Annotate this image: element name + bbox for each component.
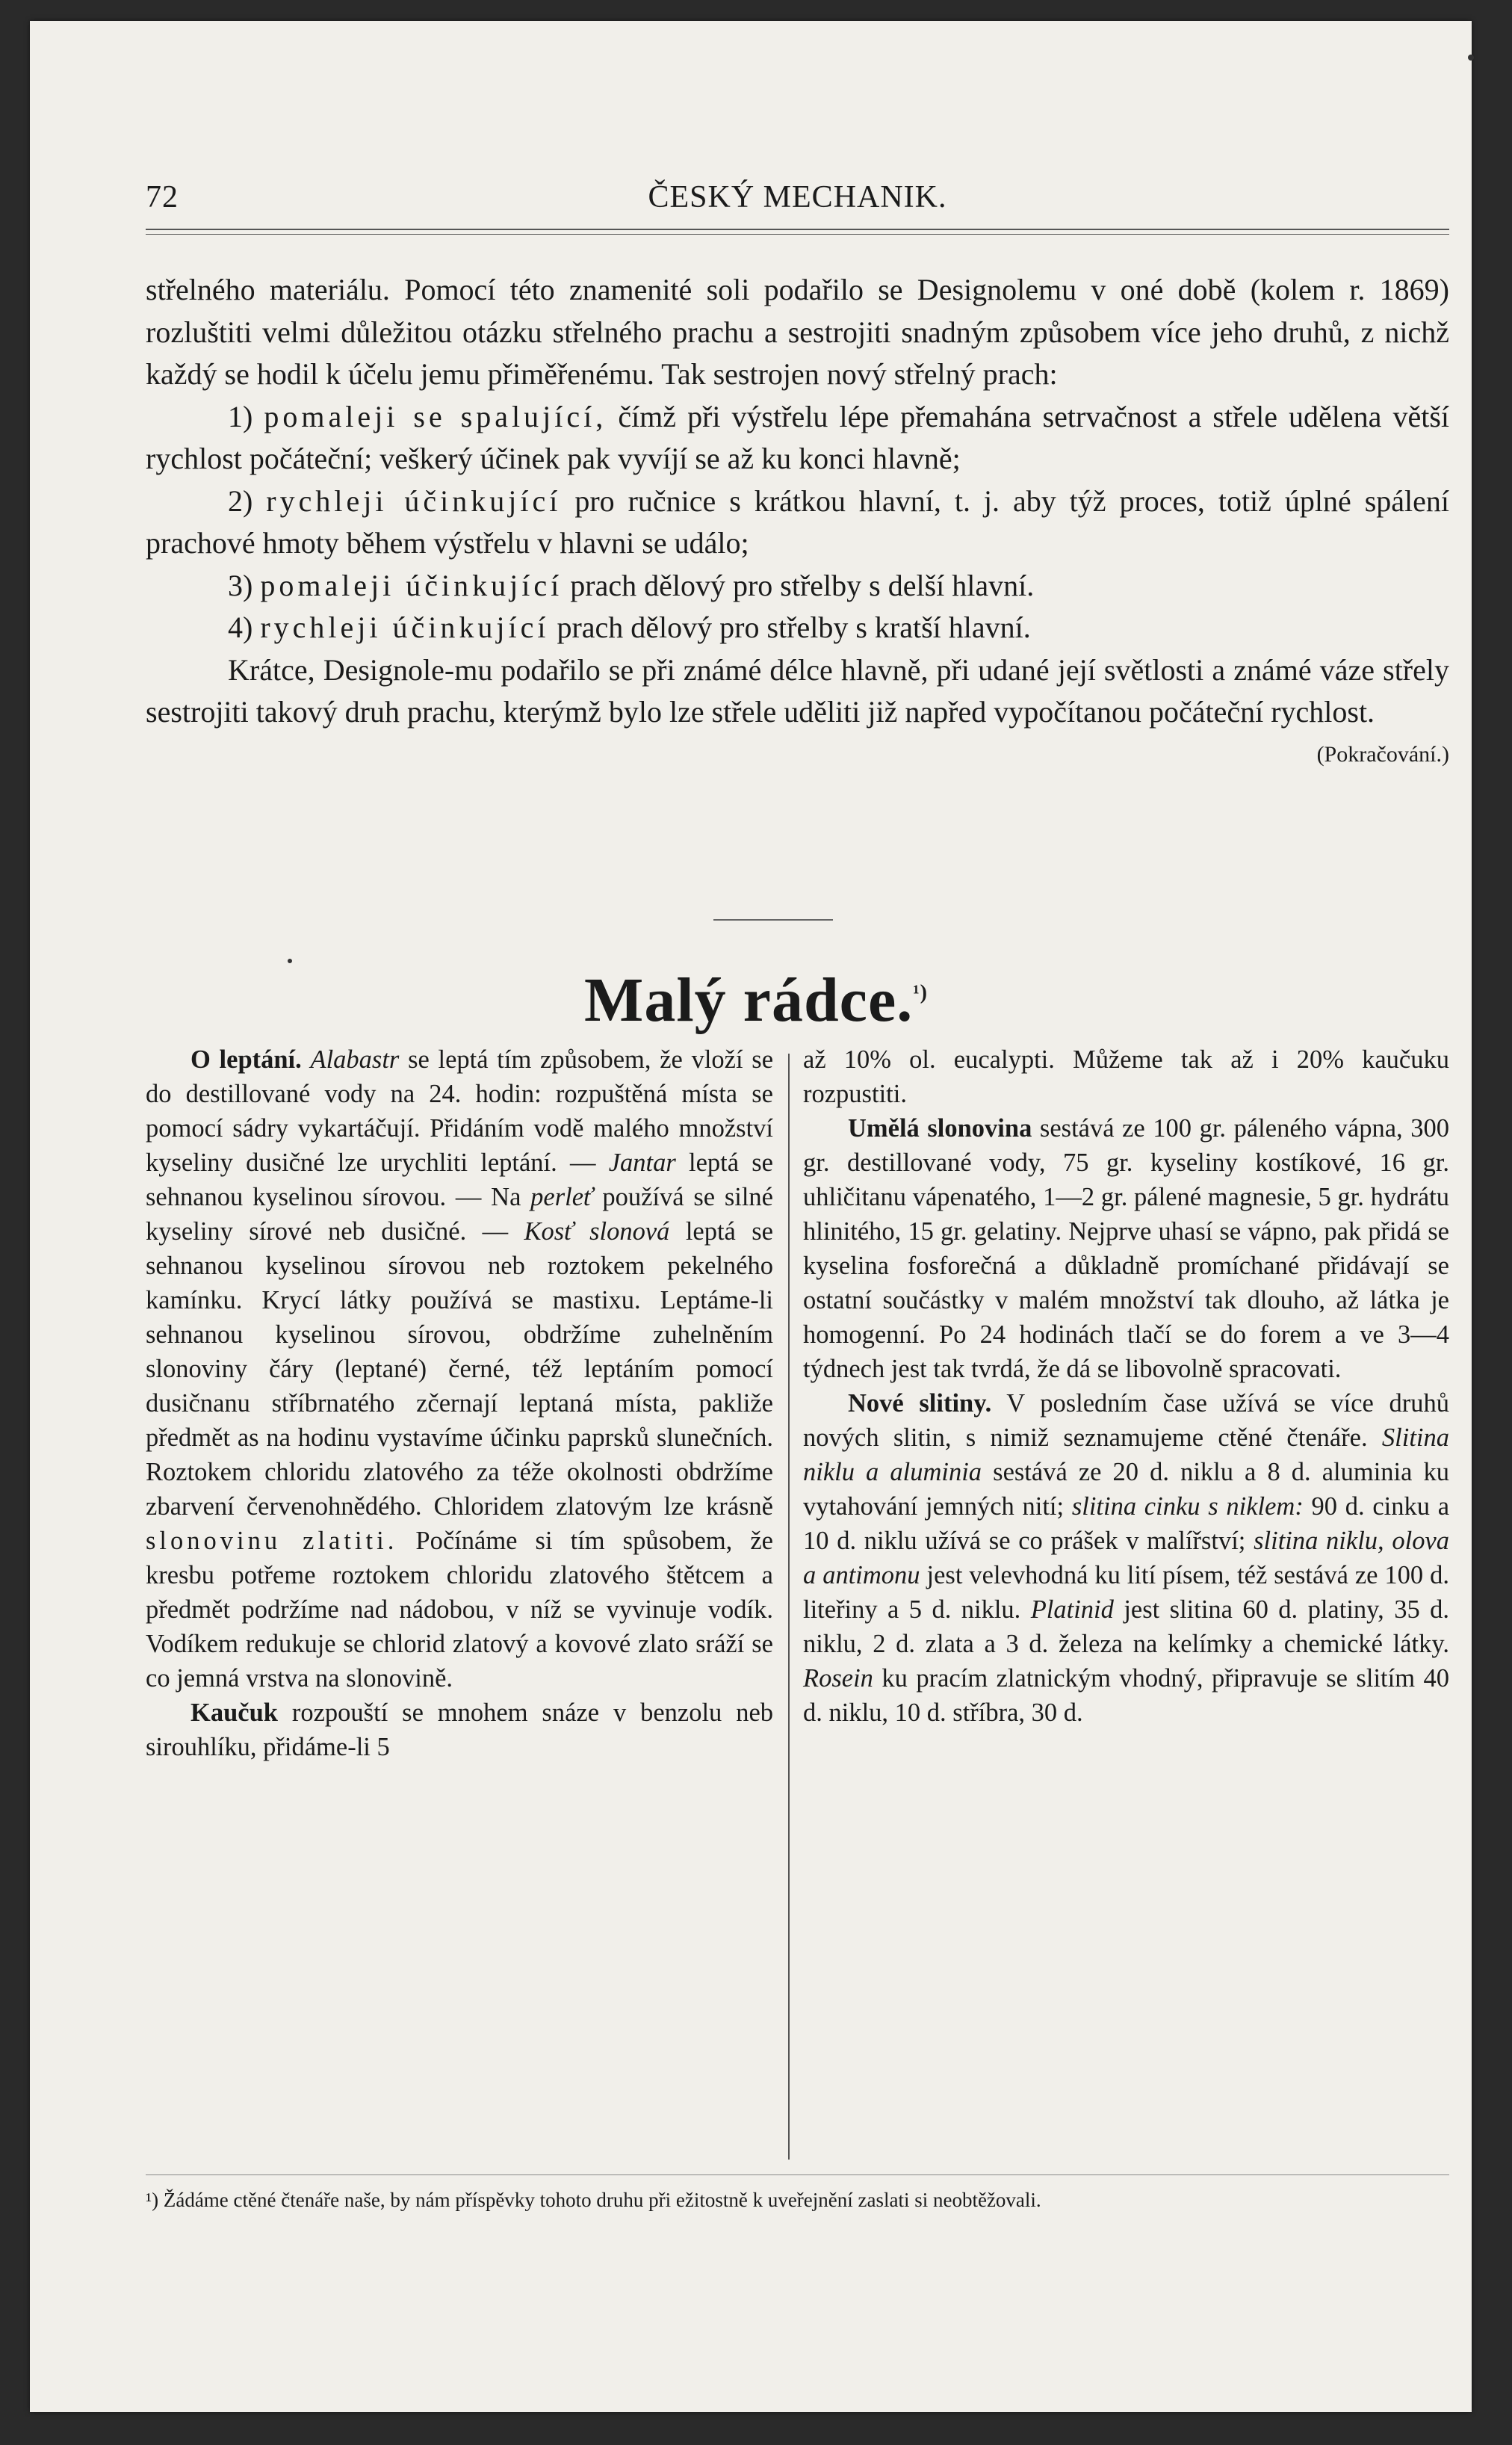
paragraph: Nové slitiny. V posledním čase užívá se více druhů nových slitin, s nimiž seznamujeme ctěné čtenáře. Slitina niklu a aluminia sestává ze 20 d. niklu a 8 d. aluminia ku vytahování jemných nití; slitina cinku s niklem: 90 d. cinku a 10 d. niklu užívá se co prášek v malířství; slitina niklu, olova a antimonu jest velevhodná ku lití písem, též sestává ze 100 d. liteřiny a 5 d. niklu. Platinid jest slitina 60 d. platiny, 35 d. niklu, 2 d. zlata a 3 d. železa na kelímky a chemické látky. Rosein ku pracím zlatnickým vhodný, připravuje se slitím 40 d. niklu, 10 d. stříbra, 30 d.	[803, 1389, 1450, 1727]
header-rule-thin	[146, 234, 1449, 235]
article-continuation	[146, 269, 1449, 776]
column-rule	[788, 1054, 790, 2160]
footnote-rule	[146, 2174, 1449, 2175]
right-column	[803, 1042, 1449, 1730]
speck	[1468, 55, 1474, 61]
header-rule	[146, 229, 1449, 230]
footnote-mark: ¹)	[146, 2189, 159, 2211]
paragraph: Umělá slonovina sestává ze 100 gr. páleného vápna, 300 gr. destillované vody, 75 gr. kyseliny kostíkové, 16 gr. uhličitanu vápenatého, 1—2 gr. pálené magnesie, 5 gr. hydrátu hlinitého, 15 gr. gelatiny. Nejprve uhasí se vápno, pak přidá se kyselina fosforečná a důkladně promíchané přidávají se ostatní součástky v malém množství tak dlouho, až látka je homogenní. Po 24 hodinách tlačí se do forem a ve 3—4 týdnech jest tak tvrdá, že dá se libovolně spracovati.	[803, 1114, 1449, 1383]
paragraph: střelného materiálu. Pomocí této znamenité soli podařilo se Designolemu v oné době (kolem r. 1869) rozluštiti velmi důležitou otázku střelného prachu a sestrojiti snadným způsobem více jeho druhů, z nichž každý se hodil k účelu jemu přiměřenému. Tak sestrojen nový střelný prach:	[146, 273, 1449, 391]
footnote	[146, 2186, 1449, 2214]
paragraph: až 10% ol. eucalypti. Můžeme tak až i 20% kaučuku rozpustiti.	[803, 1045, 1449, 1108]
speck	[288, 959, 292, 963]
footnote-mark: ¹)	[913, 981, 928, 1004]
list-item: 1) pomaleji se spalující, čímž při výstřelu lépe přemahána setrvačnost a střele udělena větší rychlost počáteční; veškerý účinek pak vyvíjí se až ku konci hlavně;	[146, 399, 1450, 475]
footnote-text: Žádáme ctěné čtenáře naše, by nám příspěvky tohoto druhu při ežitostně k uveřejnění zaslati si neobtěžovali.	[163, 2189, 1041, 2211]
paragraph: Kaučuk rozpouští se mnohem snáze v benzolu neb sirouhlíku, přidáme-li 5	[146, 1698, 774, 1761]
list-item: 2) rychleji účinkující pro ručnice s krátkou hlavní, t. j. aby týž proces, totiž úplné spálení prachové hmoty během výstřelu v hlavni se událo;	[146, 483, 1449, 560]
left-column	[146, 1042, 773, 1764]
continued-note: (Pokračování.)	[1316, 741, 1449, 767]
paragraph: O leptání. Alabastr se leptá tím způsobem, že vloží se do destillované vody na 24. hodin: rozpuštěná místa se pomocí sádry vykartáčují. Přidáním vodě malého množství kyseliny dusičné lze urychliti leptání. — Jantar leptá se sehnanou kyselinou sírovou. — Na perleť používá se silné kyseliny sírové neb dusičné. — Kosť slonová leptá se sehnanou kyselinou sírovou neb roztokem pekelného kamínku. Krycí látky používá se mastixu. Leptáme-li sehnanou kyselinou sírovou, obdržíme zuhelněním slonoviny čáry (leptané) černé, též leptáním pomocí dusičnanu stříbrnatého zčernají leptaná místa, pakliže předmět as na hodinu vystavíme účinku paprsků slunečních. Roztokem chloridu zlatového za téže okolnosti obdržíme zbarvení červenohnědého. Chloridem zlatovým lze krásně slonovinu zlatiti. Počínáme si tím spůsobem, že kresbu potřeme roztokem chloridu zlatového štětcem a předmět podržíme nad nádobou, v níž se vyvinuje vodík. Vodíkem redukuje se chlorid zlatový a kovové zlato sráží se co jemná vrstva na slonovině.	[146, 1045, 774, 1693]
journal-title: ČESKÝ MECHANIK.	[648, 180, 947, 214]
section-separator	[713, 919, 833, 921]
list-item: 4) rychleji účinkující prach dělový pro střelby s kratší hlavní.	[228, 611, 1031, 644]
section-title: Malý rádce.$^{^1)}$	[584, 965, 928, 1035]
list-item: 3) pomaleji účinkující prach dělový pro střelby s delší hlavní.	[228, 568, 1035, 602]
page-number: 72	[146, 180, 179, 214]
page-header	[146, 179, 1449, 232]
paragraph: Krátce, Designole-mu podařilo se při známé délce hlavně, při udané její světlosti a známé váze střely sestrojiti takový druh prachu, kterýmž bylo lze střele uděliti již napřed vypočítanou počáteční rychlost. (Pokračování.)	[146, 649, 1449, 734]
